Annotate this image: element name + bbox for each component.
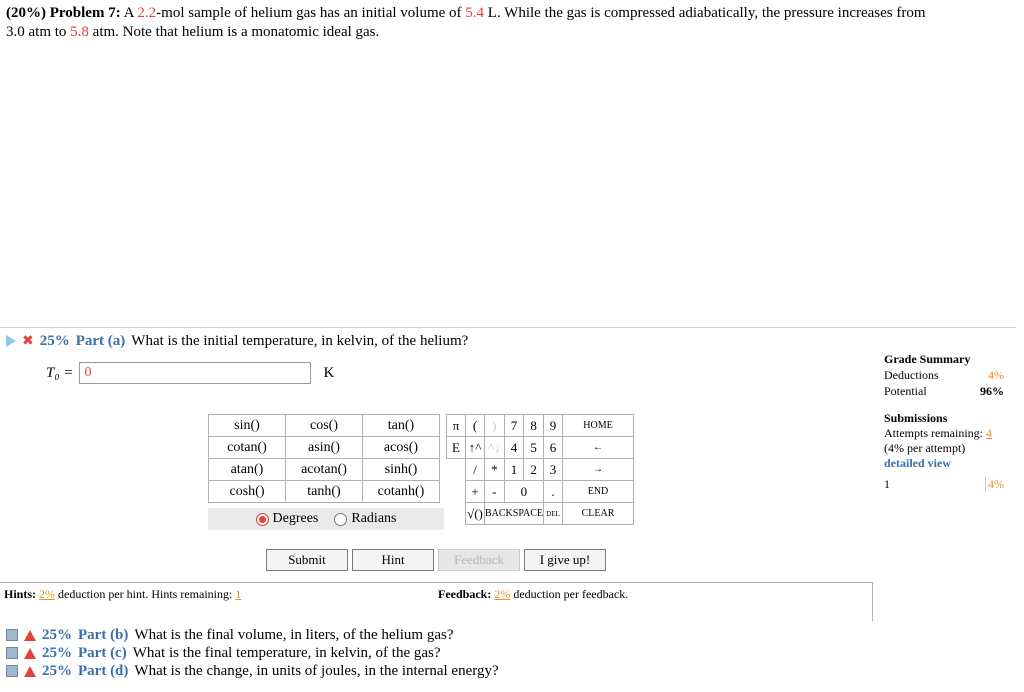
problem-text: L. While the gas is compressed adiabatically, the pressure increases from — [484, 5, 926, 21]
feedback-pct: 2% — [494, 587, 511, 601]
grade-summary — [884, 352, 1004, 492]
hints-pct: 2% — [39, 587, 56, 601]
key-6[interactable]: 6 — [544, 437, 563, 459]
key-rparen[interactable]: ) — [485, 415, 505, 437]
hints-info — [4, 587, 241, 602]
problem-label: Problem 7: — [49, 5, 121, 21]
key-cotan[interactable]: cotan() — [209, 437, 286, 459]
hints-remaining: 1 — [235, 587, 242, 601]
variable-label: T₀ = — [46, 364, 74, 381]
part-label: Part (b) — [78, 627, 129, 643]
volume-value: 5.4 — [465, 5, 485, 21]
problem-text: 3.0 atm to — [6, 24, 71, 40]
degrees-label: Degrees — [272, 511, 319, 526]
grade-summary-title: Grade Summary — [884, 352, 971, 366]
key-plus[interactable]: + — [466, 481, 485, 503]
key-9[interactable]: 9 — [544, 415, 563, 437]
attempt-deduction: 4% — [985, 477, 1004, 492]
warning-icon — [24, 630, 36, 641]
radians-label: Radians — [351, 511, 397, 526]
key-5[interactable]: 5 — [524, 437, 544, 459]
key-atan[interactable]: atan() — [209, 459, 286, 481]
part-label: Part (c) — [78, 645, 127, 661]
key-multiply[interactable]: * — [485, 459, 505, 481]
unit-label: K — [323, 364, 335, 381]
key-backspace[interactable]: BACKSPACE — [485, 503, 544, 525]
key-end[interactable]: END — [563, 481, 634, 503]
key-clear[interactable]: CLEAR — [563, 503, 634, 525]
key-divide[interactable]: / — [466, 459, 485, 481]
angle-mode — [208, 508, 444, 530]
potential-value: 96% — [980, 384, 1004, 398]
part-question: What is the final volume, in liters, of the helium gas? — [134, 627, 454, 643]
key-1[interactable]: 1 — [504, 459, 524, 481]
part-a-header — [6, 331, 468, 351]
problem-weight: (20%) — [6, 5, 46, 21]
hint-feedback-bar — [0, 582, 873, 621]
key-minus[interactable]: - — [485, 481, 505, 503]
part-a-percent: 25% — [39, 332, 70, 349]
collapse-arrow-icon[interactable] — [6, 335, 16, 347]
warning-icon — [24, 648, 36, 659]
key-asin[interactable]: asin() — [286, 437, 363, 459]
degrees-radio[interactable] — [256, 513, 269, 526]
key-8[interactable]: 8 — [524, 415, 544, 437]
key-pi[interactable]: π — [447, 415, 466, 437]
part-question: What is the change, in units of joules, in the internal energy? — [134, 663, 499, 679]
expand-icon[interactable] — [6, 647, 18, 659]
number-keypad — [446, 414, 634, 525]
other-parts — [6, 626, 499, 680]
per-attempt: (4% per attempt) — [884, 441, 966, 455]
key-blank — [447, 481, 466, 503]
potential-label: Potential — [884, 384, 927, 398]
submit-button[interactable]: Submit — [266, 549, 348, 571]
key-0[interactable]: 0 — [504, 481, 543, 503]
detailed-view-link[interactable]: detailed view — [884, 456, 951, 470]
key-lparen[interactable]: ( — [466, 415, 485, 437]
key-tan[interactable]: tan() — [363, 415, 440, 437]
deductions-value: 4% — [988, 368, 1004, 382]
problem-text: atm. Note that helium is a monatomic ideal gas. — [88, 24, 380, 40]
radians-radio[interactable] — [334, 513, 347, 526]
problem-text: -mol sample of helium gas has an initial volume of — [156, 5, 466, 21]
part-percent: 25% — [42, 645, 72, 661]
hint-button[interactable]: Hint — [352, 549, 434, 571]
key-sqrt[interactable]: √() — [466, 503, 485, 525]
expand-icon[interactable] — [6, 665, 18, 677]
action-buttons — [266, 549, 606, 571]
problem-text: A — [123, 5, 138, 21]
function-keypad — [208, 414, 440, 503]
key-cotanh[interactable]: cotanh() — [363, 481, 440, 503]
key-down[interactable]: ^↓ — [485, 437, 505, 459]
key-dot[interactable]: . — [544, 481, 563, 503]
key-home[interactable]: HOME — [563, 415, 634, 437]
submissions-title: Submissions — [884, 411, 948, 425]
key-up[interactable]: ↑^ — [466, 437, 485, 459]
key-cosh[interactable]: cosh() — [209, 481, 286, 503]
answer-input[interactable] — [79, 362, 311, 384]
incorrect-icon: ✖ — [22, 333, 34, 349]
key-4[interactable]: 4 — [504, 437, 524, 459]
key-acos[interactable]: acos() — [363, 437, 440, 459]
give-up-button[interactable]: I give up! — [524, 549, 606, 571]
key-blank — [447, 503, 466, 525]
expand-icon[interactable] — [6, 629, 18, 641]
key-2[interactable]: 2 — [524, 459, 544, 481]
key-acotan[interactable]: acotan() — [286, 459, 363, 481]
key-sin[interactable]: sin() — [209, 415, 286, 437]
feedback-info — [438, 587, 628, 602]
feedback-button[interactable]: Feedback — [438, 549, 520, 571]
warning-icon — [24, 666, 36, 677]
part-c-row[interactable] — [6, 644, 499, 662]
part-a-question: What is the initial temperature, in kelvin, of the helium? — [131, 332, 469, 349]
answer-row — [46, 361, 334, 385]
attempts-value: 4 — [985, 426, 992, 440]
part-percent: 25% — [42, 663, 72, 679]
moles-value: 2.2 — [137, 5, 157, 21]
attempt-number: 1 — [884, 477, 890, 491]
key-7[interactable]: 7 — [504, 415, 524, 437]
part-label: Part (d) — [78, 663, 129, 679]
key-blank — [447, 459, 466, 481]
key-e[interactable]: E — [447, 437, 466, 459]
key-right[interactable]: → — [563, 459, 634, 481]
key-left[interactable]: ← — [563, 437, 634, 459]
hints-label: Hints: — [4, 587, 37, 601]
deductions-label: Deductions — [884, 368, 939, 382]
hints-text: deduction per hint. Hints remaining: — [55, 587, 236, 601]
attempts-label: Attempts remaining: — [884, 426, 983, 440]
pressure-value: 5.8 — [70, 24, 89, 40]
part-b-row[interactable] — [6, 626, 499, 644]
key-3[interactable]: 3 — [544, 459, 563, 481]
part-d-row[interactable] — [6, 662, 499, 680]
feedback-text: deduction per feedback. — [510, 587, 629, 601]
key-tanh[interactable]: tanh() — [286, 481, 363, 503]
part-a-label: Part (a) — [75, 332, 126, 349]
part-question: What is the final temperature, in kelvin, of the gas? — [132, 645, 441, 661]
problem-statement — [6, 4, 1016, 42]
key-sinh[interactable]: sinh() — [363, 459, 440, 481]
part-percent: 25% — [42, 627, 72, 643]
key-cos[interactable]: cos() — [286, 415, 363, 437]
feedback-label: Feedback: — [438, 587, 492, 601]
key-del[interactable]: DEL — [544, 503, 563, 525]
